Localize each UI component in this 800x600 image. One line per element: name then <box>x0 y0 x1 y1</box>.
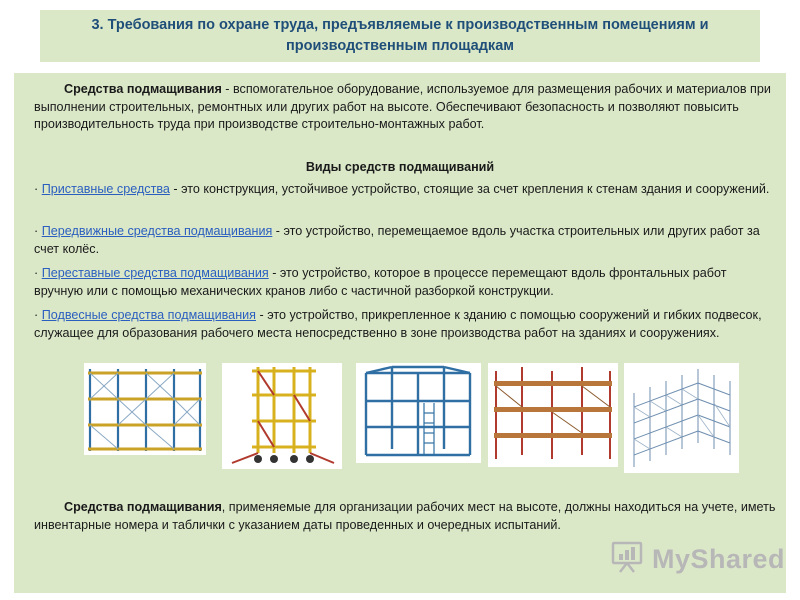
intro-paragraph <box>34 81 779 134</box>
content-panel <box>14 73 786 593</box>
watermark-logo <box>610 538 786 580</box>
link-suspended-means[interactable]: Подвесные средства подмащивания <box>41 308 256 322</box>
type-description: - это устройство, перемещаемое вдоль участка строительных или других работ за счет колёс. <box>34 224 760 256</box>
title-banner <box>40 10 760 62</box>
closing-text: , применяемые для организации рабочих мест на высоте, должны находиться на учете, иметь инвентарные номера и таблички с указанием даты проведенных и очередных испытаний. <box>34 500 776 532</box>
type-description: - это устройство, которое в процессе перемещают вдоль фронтальных работ вручную или с помощью механических кранов либо с частичной разборкой конструкции. <box>34 266 727 298</box>
bullet: · <box>34 182 42 196</box>
bullet: · <box>34 308 42 322</box>
closing-term: Средства подмащивания <box>64 500 222 514</box>
presentation-board-icon <box>610 540 644 579</box>
type-description: - это конструкция, устойчивое устройство, стоящие за счет крепления к стенам здания и сооружений. <box>169 182 770 196</box>
page-title: 3. Требования по охране труда, предъявляемые к производственным помещениям и производственным площадкам <box>91 17 709 54</box>
link-mobile-means[interactable]: Передвижные средства подмащивания <box>41 224 273 238</box>
mobile-tower-scaffold-icon <box>222 363 342 469</box>
frame-scaffold-icon <box>84 363 206 455</box>
type-item-attached <box>34 181 779 199</box>
type-item-suspended <box>34 307 779 342</box>
wooden-deck-scaffold-icon <box>488 363 618 467</box>
bullet: · <box>34 224 42 238</box>
large-scaffold-structure-icon <box>624 363 739 473</box>
watermark-text: MyShared <box>652 543 786 574</box>
intro-term: Средства подмащивания <box>64 82 222 96</box>
closing-paragraph <box>34 499 779 534</box>
types-heading: Виды средств подмащиваний <box>305 160 495 174</box>
intro-text: - вспомогательное оборудование, используемое для размещения рабочих и материалов при выполнении строительных, ремонтных или других работ на высоте. Обеспечивают безопасность и позволяют повысить производительность труда при производстве строительно-монтажных работ. <box>34 82 771 131</box>
link-attached-means[interactable]: Приставные средства <box>41 182 170 196</box>
blue-frame-scaffold-icon <box>356 363 481 463</box>
bullet: · <box>34 266 42 280</box>
type-item-mobile <box>34 223 779 258</box>
link-relocatable-means[interactable]: Переставные средства подмащивания <box>41 266 269 280</box>
type-item-relocatable <box>34 265 779 300</box>
type-description: - это устройство, прикрепленное к зданию с помощью сооружений и гибких подвесок, служащее для образования рабочего места непосредственно в зоне производства работ на зданиях и сооружениях. <box>34 308 762 340</box>
